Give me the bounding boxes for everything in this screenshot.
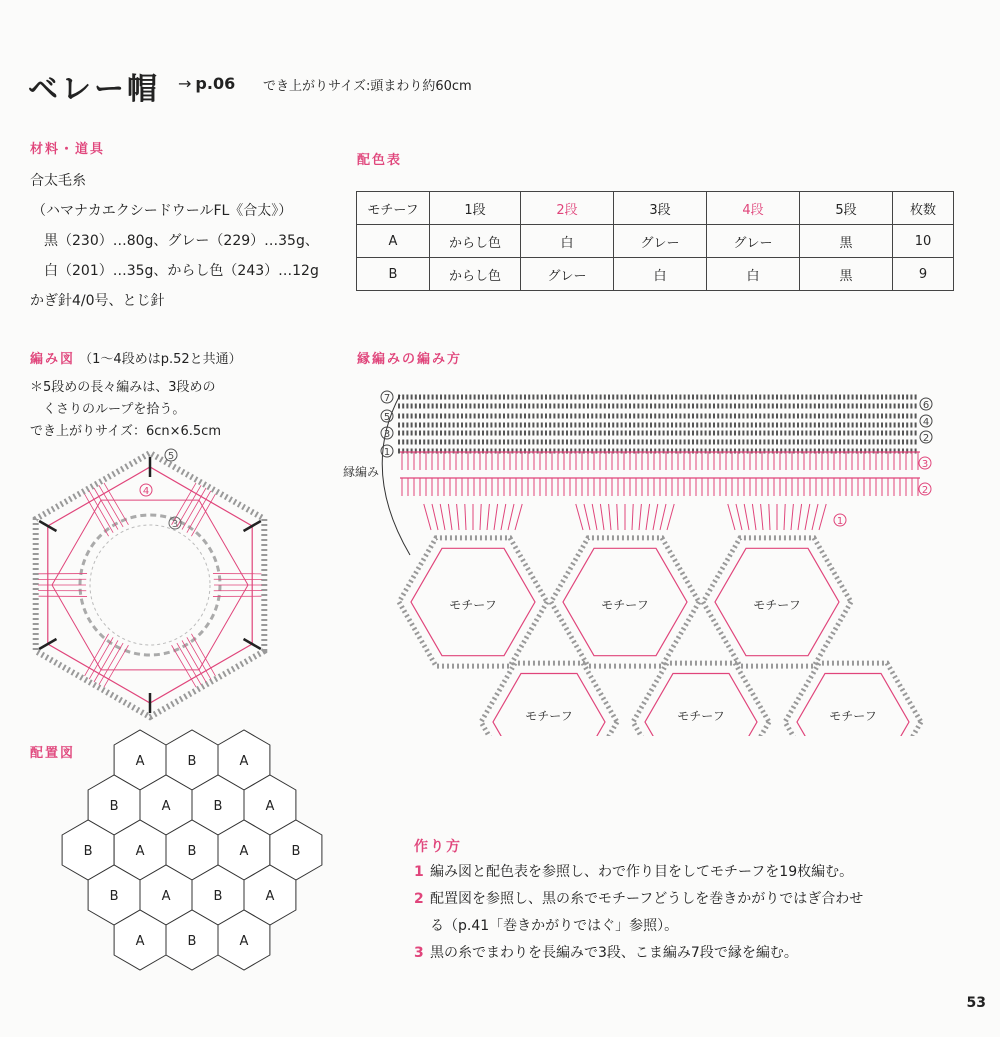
materials-list: [30, 166, 319, 316]
chart-stroke: [90, 525, 210, 645]
table-cell: グレー: [707, 225, 800, 258]
chart-note-line: くさりのループを拾う。: [30, 402, 186, 417]
edging-stitch: [494, 504, 498, 530]
layout-hex-label: A: [135, 844, 145, 859]
page-title: ベレー帽: [28, 72, 160, 107]
materials-line: かぎ針4/0号、とじ針: [30, 293, 165, 309]
table-cell: グレー: [521, 258, 614, 291]
edging-stitch: [667, 504, 674, 530]
step-text: 配置図を参照し、黒の糸でモチーフどうしを巻きかがりではぎ合わせ: [430, 891, 864, 907]
edging-stitch: [744, 504, 749, 530]
row-number: 4: [922, 417, 930, 428]
edging-stitch: [592, 504, 597, 530]
layout-hex-label: B: [83, 844, 93, 859]
table-cell: A: [357, 225, 430, 258]
edging-stitch: [761, 504, 763, 530]
layout-heading: 配置図: [30, 746, 76, 761]
layout-hex-label: B: [213, 889, 223, 904]
materials-line: 白（201）…35g、からし色（243）…12g: [44, 263, 319, 279]
edging-stitch: [617, 504, 618, 530]
chart-stroke: [99, 485, 123, 527]
edging-stitch: [487, 504, 489, 530]
edging-stitch: [752, 504, 756, 530]
edging-stitch: [424, 504, 431, 530]
motif-label: モチーフ: [753, 598, 801, 612]
edging-stitch: [508, 504, 514, 530]
motif-outline: [645, 674, 757, 741]
edging-heading: 縁編みの編み方: [357, 352, 463, 367]
layout-hex-label: A: [239, 934, 249, 949]
edging-stitch: [501, 504, 506, 530]
step-row: [414, 886, 974, 913]
chart-stroke: [187, 637, 211, 679]
page-reference: [178, 74, 235, 93]
table-row: [357, 225, 954, 258]
motif-label: モチーフ: [449, 598, 497, 612]
layout-hex-label: A: [265, 799, 275, 814]
table-cell: B: [357, 258, 430, 291]
motif-chart: [25, 445, 275, 725]
edging-stitch: [457, 504, 459, 530]
edging-stitch: [440, 504, 445, 530]
step-number: 2: [414, 891, 424, 907]
layout-hex-label: A: [161, 889, 171, 904]
edging-stitch: [609, 504, 611, 530]
edging-stitch: [480, 504, 481, 530]
table-header: 3段: [614, 192, 707, 225]
layout-hex-label: B: [109, 799, 119, 814]
step-text: る（p.41「巻きかがりではぐ」参照）。: [430, 918, 679, 934]
edging-chart: [340, 380, 950, 740]
edging-stitch: [432, 504, 438, 530]
row-number: 2: [922, 433, 930, 444]
edging-stitch: [769, 504, 770, 530]
arrow-icon: →: [178, 74, 192, 93]
table-cell: 9: [893, 258, 954, 291]
round-label: 5: [167, 451, 175, 462]
chart-heading: 編み図: [30, 352, 76, 367]
layout-hex-label: B: [291, 844, 301, 859]
layout-hex-label: A: [239, 844, 249, 859]
chart-stroke: [80, 515, 220, 655]
edging-stitch: [653, 504, 658, 530]
layout-hex-label: A: [135, 934, 145, 949]
edging-stitch: [515, 504, 522, 530]
chart-note-line: でき上がりサイズ：6cn×6.5cm: [30, 424, 221, 439]
motif-outline: [797, 674, 909, 741]
edging-stitch: [819, 504, 826, 530]
edging-stitch: [600, 504, 604, 530]
row-number: 6: [922, 400, 930, 411]
step-row: [414, 859, 974, 886]
chart-stroke: [172, 645, 196, 687]
table-cell: 白: [521, 225, 614, 258]
chart-stroke: [104, 483, 128, 525]
table-cell: からし色: [430, 258, 521, 291]
table-cell: 黒: [800, 258, 893, 291]
layout-hex-label: A: [161, 799, 171, 814]
row-number: 1: [383, 447, 391, 458]
table-header: 枚数: [893, 192, 954, 225]
step-number: 1: [414, 864, 424, 880]
chart-stroke: [182, 640, 206, 682]
step-number: 3: [414, 945, 424, 961]
chart-stroke: [182, 488, 206, 530]
motif-outline: [493, 674, 605, 741]
table-header: 2段: [521, 192, 614, 225]
chart-stroke: [94, 488, 118, 530]
motif-label: モチーフ: [677, 709, 725, 723]
row-number: 2: [921, 485, 929, 496]
layout-hex-label: B: [187, 934, 197, 949]
materials-line: 合太毛糸: [30, 173, 86, 189]
edging-stitch: [805, 504, 810, 530]
chart-note-line: ＊5段めの長々編みは、3段めの: [30, 380, 216, 395]
chart-heading-note: （1～4段めはp.52と共通）: [79, 352, 242, 367]
table-cell: グレー: [614, 225, 707, 258]
motif-label: モチーフ: [601, 598, 649, 612]
row-number: 7: [383, 393, 391, 404]
table-header: 1段: [430, 192, 521, 225]
chart-stroke: [99, 643, 123, 685]
step-text: 黒の糸でまわりを長編みで3段、こま編み7段で縁を編む。: [430, 945, 798, 961]
edging-stitch: [812, 504, 818, 530]
edging-stitch: [576, 504, 583, 530]
table-cell: 白: [614, 258, 707, 291]
table-header: モチーフ: [357, 192, 430, 225]
edging-stitch: [784, 504, 785, 530]
edging-side-label: 縁編み: [343, 465, 380, 479]
chart-stroke: [104, 645, 128, 687]
instructions-steps: [414, 859, 974, 967]
motif-label: モチーフ: [525, 709, 573, 723]
step-text: 編み図と配色表を参照し、わで作り目をしてモチーフを19枚編む。: [430, 864, 854, 880]
edging-stitch: [632, 504, 633, 530]
edging-stitch: [791, 504, 793, 530]
chart-heading-line: [30, 348, 242, 367]
instructions-heading: 作り方: [414, 839, 462, 855]
edging-stitch: [728, 504, 735, 530]
layout-hex-label: B: [187, 844, 197, 859]
edging-stitch: [465, 504, 466, 530]
chart-stroke: [94, 640, 118, 682]
edging-crop: [340, 736, 950, 740]
layout-hex-label: A: [135, 754, 145, 769]
table-row: [357, 258, 954, 291]
table-header: 5段: [800, 192, 893, 225]
layout-diagram: [50, 725, 335, 987]
edging-stitch: [798, 504, 802, 530]
layout-hex-label: A: [265, 889, 275, 904]
table-cell: 10: [893, 225, 954, 258]
materials-line: 黒（230）…80g、グレー（229）…35g、: [44, 233, 319, 249]
row-number: 1: [836, 516, 844, 527]
table-header-row: [357, 192, 954, 225]
chart-stroke: [187, 491, 211, 533]
edging-stitch: [639, 504, 641, 530]
motif-outline: [633, 663, 769, 740]
materials-line: （ハマナカエクシードウールFL《合太》）: [32, 203, 293, 219]
round-label: 4: [142, 486, 150, 497]
row-number: 5: [383, 412, 391, 423]
layout-hex-label: A: [239, 754, 249, 769]
step-row-cont: [414, 913, 974, 940]
table-cell: 白: [707, 258, 800, 291]
page-ref-label: p.06: [195, 74, 236, 93]
materials-heading: 材料・道具: [30, 142, 106, 157]
chart-stroke: [177, 643, 201, 685]
motif-label: モチーフ: [829, 709, 877, 723]
edging-stitch: [736, 504, 742, 530]
page-number: 53: [966, 995, 986, 1011]
edging-stitch: [646, 504, 650, 530]
layout-hex-label: B: [109, 889, 119, 904]
row-number: 3: [383, 429, 391, 440]
layout-hex-label: B: [213, 799, 223, 814]
color-table-heading: 配色表: [357, 153, 403, 168]
edging-stitch: [660, 504, 666, 530]
layout-hex-label: B: [187, 754, 197, 769]
row-number: 3: [921, 459, 929, 470]
edging-stitch: [584, 504, 590, 530]
step-row: [414, 940, 974, 967]
round-label: 3: [171, 519, 179, 530]
chart-stroke: [89, 637, 113, 679]
edging-stitch: [448, 504, 452, 530]
table-cell: 黒: [800, 225, 893, 258]
table-header: 4段: [707, 192, 800, 225]
motif-outline: [481, 663, 617, 740]
motif-outline: [785, 663, 921, 740]
finished-size: でき上がりサイズ:頭まわり約60cm: [263, 79, 472, 94]
color-table: [356, 191, 954, 291]
chart-stroke: [89, 491, 113, 533]
table-cell: からし色: [430, 225, 521, 258]
chart-notes: [30, 377, 221, 443]
